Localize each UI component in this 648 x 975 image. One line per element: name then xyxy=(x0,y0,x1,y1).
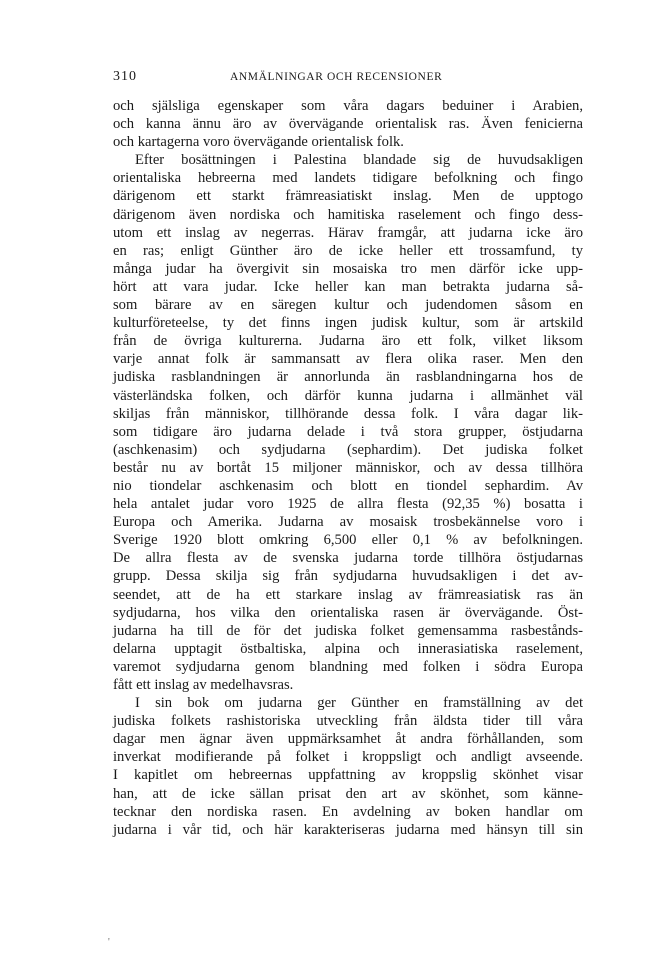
text-line: sydjudarna, hos vilka den orientaliska rasen är övervägande. Öst- xyxy=(113,604,583,621)
text-line: delarna upptagit östbaltiska, alpina och innerasiatiska raselement, xyxy=(113,640,583,657)
text-line: en ras; enligt Günther äro de icke heller ett trossamfund, ty xyxy=(113,242,583,259)
text-line: många judar ha övergivit sin mosaiska tro men därför icke upp- xyxy=(113,260,583,277)
text-line: Efter bosättningen i Palestina blandade sig de huvudsakligen xyxy=(135,152,583,169)
text-line: hört att vara judar. Icke heller kan man betrakta judarna så- xyxy=(113,278,583,295)
text-line: och kanna ännu äro av övervägande orientalisk ras. Även fenicierna xyxy=(113,116,583,133)
text-line: som bärare av en säregen kultur och judendomen såsom en xyxy=(113,297,583,314)
text-line: skiljas från människor, tillhörande dessa folk. I våra dagar lik- xyxy=(113,405,583,422)
text-line: tecknar den nordiska rasen. En avdelning av boken handlar om xyxy=(113,803,583,820)
stray-mark: ' xyxy=(108,937,110,948)
text-line: utom ett inslag av negerras. Härav framgår, att judarna icke äro xyxy=(113,224,583,241)
text-line: hela antalet judar voro 1925 de allra flesta (92,35 %) bosatta i xyxy=(113,496,583,513)
text-line: varemot sydjudarna genom blandning med folken i södra Europa xyxy=(113,658,583,675)
text-line: Sverige 1920 blott omkring 6,500 eller 0,1 % av befolkningen. xyxy=(113,532,583,549)
text-line: judiska rasblandningen är annorlunda än rasblandningarna hos de xyxy=(113,369,583,386)
text-line: därigenom ett starkt främreasiatiskt inslag. Men de upptogo xyxy=(113,188,583,205)
text-line: inverkat modifierande på folket i kroppsligt och andligt avseende. xyxy=(113,749,583,766)
text-line: kulturföreteelse, ty det finns ingen judisk kultur, som är artskild xyxy=(113,315,583,332)
text-line: orientaliska hebreerna med landets tidigare befolkning och fingo xyxy=(113,170,583,187)
text-line: nio tiondelar aschkenasim och blott en tiondel sephardim. Av xyxy=(113,477,583,494)
text-line: och själsliga egenskaper som våra dagars beduiner i Arabien, xyxy=(113,98,583,114)
text-line: grupp. Dessa skilja sig från sydjudarna huvudsakligen i det av- xyxy=(113,568,583,585)
text-line: judiska folkets rashistoriska utveckling från äldsta tider till våra xyxy=(113,713,583,730)
text-line: judarna ha till de för det judiska folket gemensamma rasbestånds- xyxy=(113,622,583,639)
text-line: han, att de icke sällan prisat den art av skönhet, som känne- xyxy=(113,785,583,802)
text-line: fått ett inslag av medelhavsras. xyxy=(113,677,294,693)
body-text xyxy=(113,97,583,839)
running-head: ANMÄLNINGAR OCH RECENSIONER xyxy=(230,71,443,83)
text-line: består nu av bortåt 15 miljoner människor, och av dessa tillhöra xyxy=(113,459,583,476)
text-line: judarna i vår tid, och här karakteriseras judarna med hänsyn till sin xyxy=(113,821,583,838)
text-line: varje annat folk är sammansatt av flera olika raser. Men den xyxy=(113,351,583,368)
text-line: och kartagerna voro övervägande orientalisk folk. xyxy=(113,134,404,151)
text-line: Europa och Amerika. Judarna av mosaisk trosbekännelse voro i xyxy=(113,514,583,531)
text-line: I kapitlet om hebreernas uppfattning av kroppslig skönhet visar xyxy=(113,767,583,784)
text-line: västerländska folken, och därför kunna judarna i allmänhet väl xyxy=(113,387,583,404)
text-line: från de övriga kulturerna. Judarna äro ett folk, vilket liksom xyxy=(113,333,583,350)
text-line: seendet, att de ha ett starkare inslag av främreasiatisk ras än xyxy=(113,586,583,603)
text-line: De allra flesta av de svenska judarna torde tillhöra östjudarnas xyxy=(113,550,583,567)
text-line: (aschkenasim) och sydjudarna (sephardim). Det judiska folket xyxy=(113,441,583,458)
text-line: därigenom även nordiska och hamitiska raselement och fingo dess- xyxy=(113,206,583,223)
text-line: I sin bok om judarna ger Günther en framställning av det xyxy=(135,695,583,712)
text-line: som tidigare äro judarna delade i två stora grupper, östjudarna xyxy=(113,423,583,440)
text-line: dagar men ägnar även uppmärksamhet åt andra förhållanden, som xyxy=(113,731,583,748)
page-number: 310 xyxy=(113,69,137,84)
